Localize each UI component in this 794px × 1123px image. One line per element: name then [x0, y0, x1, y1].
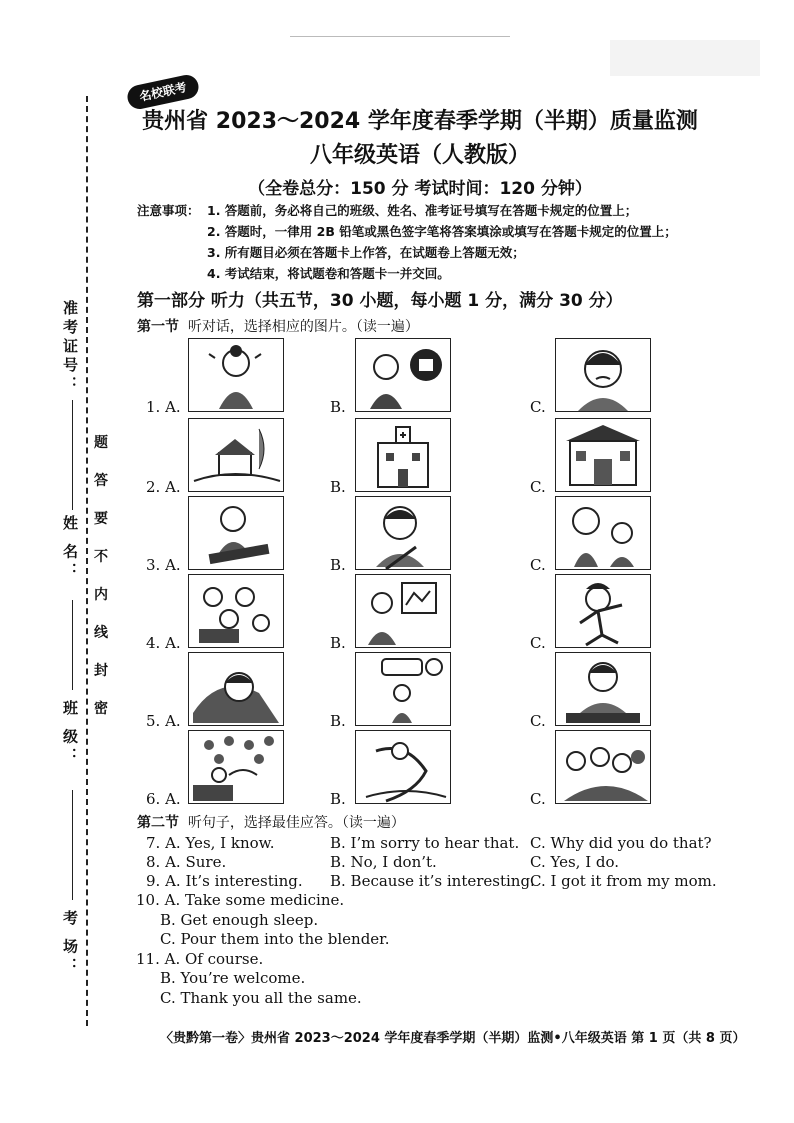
exam-title: 贵州省 2023～2024 学年度春季学期（半期）质量监测: [142, 109, 698, 134]
note-item: 2. 答题时，一律用 2B 铅笔或黑色签字笔将答案填涂或填写在答题卡规定的位置上；: [207, 224, 677, 239]
school-building-image: [555, 418, 651, 492]
kids-with-sign-image: [355, 652, 451, 726]
archer-suns-image: [188, 730, 284, 804]
question-7-option-c: C. Why did you do that?: [530, 834, 712, 852]
seal-char: 要: [94, 511, 108, 527]
question-3-option-b-label: B.: [330, 556, 346, 574]
question-2-option-c-label: C.: [530, 478, 546, 496]
boy-sweeping-image: [355, 496, 451, 570]
question-5-option-b-label: B.: [330, 712, 346, 730]
girl-dancing-image: [555, 574, 651, 648]
question-4-option-b-label: B.: [330, 634, 346, 652]
section-instruction: 听对话，选择相应的图片。（读一遍）: [187, 319, 419, 335]
flying-goddess-image: [355, 730, 451, 804]
exam-number-label: 准考证号：: [61, 300, 79, 395]
question-2-option-a-label: 2. A.: [146, 478, 181, 496]
class-label: 班 级：: [61, 700, 79, 767]
question-1-option-b-label: B.: [330, 398, 346, 416]
seal-char: 内: [94, 587, 108, 603]
question-3-option-c-label: C.: [530, 556, 546, 574]
question-11-option-c: C. Thank you all the same.: [160, 989, 362, 1007]
section-instruction: 听句子，选择最佳应答。（读一遍）: [187, 815, 405, 831]
question-9-option-a: 9. A. It’s interesting.: [146, 872, 303, 890]
question-6-option-b-label: B.: [330, 790, 346, 808]
hospital-image: [355, 418, 451, 492]
notes-block: [137, 201, 677, 285]
question-6-option-c-label: C.: [530, 790, 546, 808]
question-5-option-c-label: C.: [530, 712, 546, 730]
kids-cooking-image: [555, 496, 651, 570]
question-7-option-a: 7. A. Yes, I know.: [146, 834, 275, 852]
question-8-option-a: 8. A. Sure.: [146, 853, 227, 871]
question-1-option-a-label: 1. A.: [146, 398, 181, 416]
seal-char: 封: [94, 663, 108, 679]
part-one-heading: 第一部分 听力（共五节，30 小题，每小题 1 分，满分 30 分）: [137, 291, 623, 311]
seal-char: 答: [94, 473, 108, 489]
question-2-option-b-label: B.: [330, 478, 346, 496]
family-reading-image: [188, 574, 284, 648]
section-two-heading: [137, 812, 405, 832]
question-1-option-c-label: C.: [530, 398, 546, 416]
man-painting-image: [355, 574, 451, 648]
exam-subtitle: 八年级英语（人教版）: [309, 143, 530, 168]
room-label: 考 场：: [61, 910, 79, 977]
question-6-option-a-label: 6. A.: [146, 790, 181, 808]
question-9-option-b: B. Because it’s interesting.: [330, 872, 535, 890]
question-5-option-a-label: 5. A.: [146, 712, 181, 730]
countryside-house-image: [188, 418, 284, 492]
page-footer: 〈贵黔第一卷〉贵州省 2023～2024 学年度春季学期（半期）监测•八年级英语 第 1 页（共 8 页）: [160, 1031, 746, 1046]
section-one-heading: [137, 316, 419, 336]
seal-char: 密: [94, 701, 108, 717]
scan-artifact-shade: [610, 40, 760, 76]
question-4-option-c-label: C.: [530, 634, 546, 652]
journey-west-image: [555, 730, 651, 804]
question-10-option-c: C. Pour them into the blender.: [160, 930, 390, 948]
note-item: 4. 考试结束，将试题卷和答题卡一并交回。: [207, 266, 450, 281]
seal-char: 不: [94, 549, 108, 565]
binding-dashed-line: [86, 96, 88, 1026]
name-label: 姓 名：: [61, 515, 79, 582]
question-8-option-c: C. Yes, I do.: [530, 853, 620, 871]
question-9-option-c: C. I got it from my mom.: [530, 872, 717, 890]
woman-cleaning-image: [188, 496, 284, 570]
note-item: 1. 答题前，务必将自己的班级、姓名、准考证号填写在答题卡规定的位置上；: [207, 203, 638, 218]
section-label: 第一节: [137, 319, 179, 335]
question-11-option-b: B. You’re welcome.: [160, 969, 306, 987]
section-label: 第二节: [137, 815, 179, 831]
exam-meta: （全卷总分：150 分 考试时间：120 分钟）: [248, 179, 592, 199]
question-4-option-a-label: 4. A.: [146, 634, 181, 652]
question-10-option-b: B. Get enough sleep.: [160, 911, 319, 929]
seal-char: 线: [94, 625, 108, 641]
headache-girl-image: [188, 338, 284, 412]
scan-artifact-line: [290, 36, 510, 37]
sad-girl-image: [555, 338, 651, 412]
sleeping-girl-image: [188, 652, 284, 726]
question-7-option-b: B. I’m sorry to hear that.: [330, 834, 520, 852]
toothache-girl-image: [355, 338, 451, 412]
girl-smiling-image: [555, 652, 651, 726]
name-blank: [72, 600, 73, 690]
note-item: 3. 所有题目必须在答题卡上作答，在试题卷上答题无效；: [207, 245, 525, 260]
exam-number-blank: [72, 400, 73, 510]
question-11-option-a: 11. A. Of course.: [136, 950, 264, 968]
question-3-option-a-label: 3. A.: [146, 556, 181, 574]
class-blank: [72, 790, 73, 900]
question-8-option-b: B. No, I don’t.: [330, 853, 437, 871]
question-10-option-a: 10. A. Take some medicine.: [136, 891, 345, 909]
notes-label: 注意事项：: [137, 203, 200, 218]
seal-char: 题: [94, 435, 108, 451]
joint-exam-badge: 名校联考: [125, 73, 200, 111]
